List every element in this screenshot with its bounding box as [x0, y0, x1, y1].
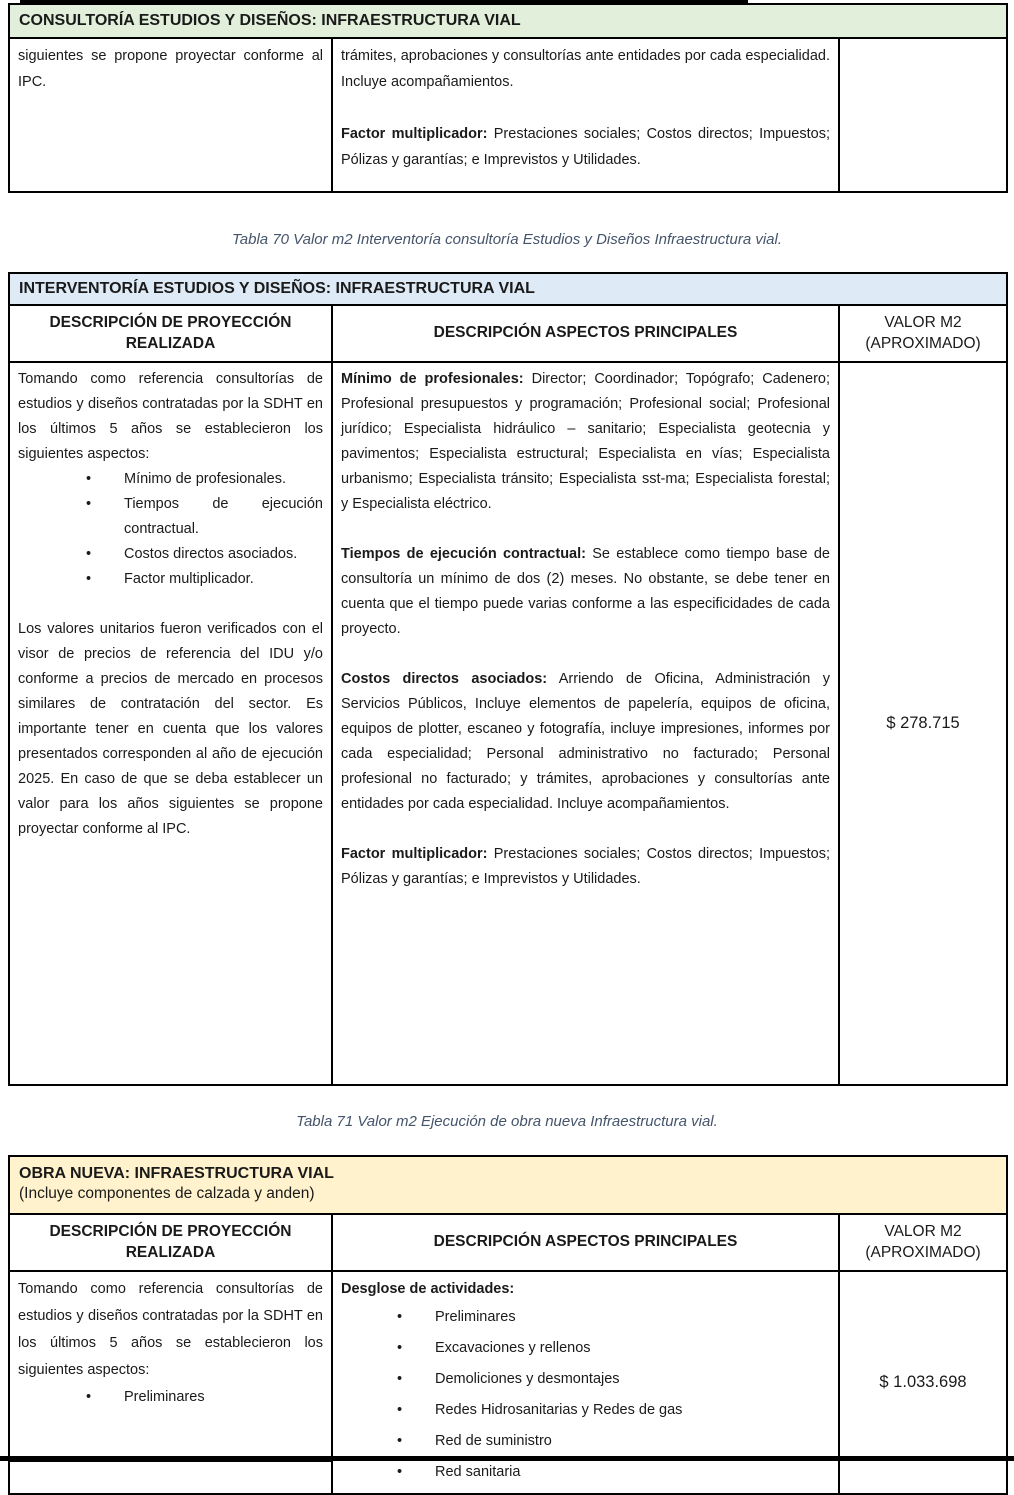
table3-title-cell	[9, 1156, 1007, 1214]
table2-valor-m2-value: $ 278.715	[839, 362, 1007, 1085]
minimo-profesionales-label: Mínimo de profesionales:	[341, 371, 524, 387]
table3-col1-bullet-list	[18, 1384, 323, 1411]
caption-tabla-70: Tabla 70 Valor m2 Interventoría consultoría Estudios y Diseños Infraestructura vial.	[232, 231, 782, 248]
table2-title-cell	[9, 273, 1007, 305]
table2-header-descripcion-proyeccion: DESCRIPCIÓN DE PROYECCIÓN REALIZADA	[9, 305, 332, 362]
list-item: • Demoliciones y desmontajes	[389, 1365, 830, 1394]
table1-col2-paragraph1: trámites, aprobaciones y consultorías ante entidades por cada especialidad. Incluye acompañamientos.	[341, 48, 830, 90]
factor-multiplicador-label: Factor multiplicador:	[341, 846, 488, 862]
tiempos-ejecucion-label: Tiempos de ejecución contractual:	[341, 546, 586, 562]
table-header-row	[9, 305, 1007, 362]
list-item: • Costos directos asociados.	[80, 542, 323, 567]
factor-multiplicador-label: Factor multiplicador:	[341, 126, 488, 142]
table2-col2-paragraph-factor	[341, 842, 830, 892]
table-row	[9, 4, 1007, 38]
list-item: • Tiempos de ejecución contractual.	[80, 492, 323, 542]
list-item: • Excavaciones y rellenos	[389, 1334, 830, 1363]
table1-col1-paragraph: siguientes se propone proyectar conforme al IPC.	[18, 48, 323, 90]
factor-multiplicador-text: Prestaciones sociales; Costos directos; Impuestos; Pólizas y garantías; e Imprevistos y Utilidades.	[341, 126, 830, 168]
tiempos-ejecucion-text: Se establece como tiempo base de consultoría un mínimo de dos (2) meses. No obstante, se debe tener en cuenta que el tiempo puede varias conforme a las especificidades de cada proyecto.	[341, 546, 830, 637]
list-item: • Preliminares	[389, 1303, 830, 1332]
costos-directos-label: Costos directos asociados:	[341, 671, 548, 687]
list-item: • Red de suministro	[389, 1427, 830, 1456]
table-row	[9, 273, 1007, 305]
table1-col2-paragraph2	[341, 121, 830, 173]
table-header-row	[9, 1214, 1007, 1271]
table3-title-line2: (Incluye componentes de calzada y anden)	[19, 1185, 315, 1202]
table-row	[9, 362, 1007, 1085]
costos-directos-text: Arriendo de Oficina, Administración y Servicios Públicos, Incluye elementos de papelería, equipos de oficina, equipos de plotter, escaneo y fotografía, incluye impresiones, informes por cada especialidad; Personal administrativo no facturado; Personal profesional no facturado; y trámites, aprobaciones y consultorías ante entidades por cada especialidad. Incluye acompañamientos.	[341, 671, 831, 812]
list-item: • Redes Hidrosanitarias y Redes de gas	[389, 1396, 830, 1425]
minimo-profesionales-text: Director; Coordinador; Topógrafo; Cadenero; Profesional presupuestos y programación; Profesional social; Profesional jurídico; Especialista hidráulico – sanitario; Especialista geotecnia y pavimentos; Especialista estructural; Especialista en vías; Especialista urbanismo; Especialista tránsito; Especialista sst-ma; Especialista forestal; y Especialista eléctrico.	[341, 371, 830, 512]
table3-valor-m2-value: $ 1.033.698	[839, 1271, 1007, 1494]
table2-col1-cell	[9, 362, 332, 1085]
table3-col1-intro: Tomando como referencia consultorías de estudios y diseños contratadas por la SDHT en los últimos 5 años se establecieron los siguientes aspectos:	[18, 1281, 323, 1378]
table-row	[9, 1156, 1007, 1214]
list-item: • Mínimo de profesionales.	[80, 467, 323, 492]
table3-title-line1: OBRA NUEVA: INFRAESTRUCTURA VIAL	[19, 1165, 334, 1182]
table2-header-valor-m2: VALOR M2 (APROXIMADO)	[839, 305, 1007, 362]
table3-col1-empty-cell	[9, 1461, 332, 1494]
table3-col1-cell	[9, 1271, 332, 1461]
list-item: • Preliminares	[80, 1384, 323, 1411]
table3-header-valor-m2: VALOR M2 (APROXIMADO)	[839, 1214, 1007, 1271]
table2-col2-paragraph-costos	[341, 667, 830, 817]
list-item: • Factor multiplicador.	[80, 567, 323, 592]
caption-tabla-71: Tabla 71 Valor m2 Ejecución de obra nueva Infraestructura vial.	[296, 1113, 718, 1130]
table1-valor-m2-cell	[839, 38, 1007, 192]
table-consultoria-estudios-disenos	[8, 3, 1008, 193]
list-item: • Red sanitaria	[389, 1458, 830, 1487]
table1-col1-cell	[9, 38, 332, 192]
table3-header-descripcion-proyeccion: DESCRIPCIÓN DE PROYECCIÓN REALIZADA	[9, 1214, 332, 1271]
factor-multiplicador-text: Prestaciones sociales; Costos directos; Impuestos; Pólizas y garantías; e Imprevistos y Utilidades.	[341, 846, 830, 887]
table2-col1-bullet-list	[18, 467, 323, 592]
page-cut-border-bottom	[0, 1456, 1014, 1461]
table3-header-aspectos-principales: DESCRIPCIÓN ASPECTOS PRINCIPALES	[332, 1214, 839, 1271]
table2-col1-intro: Tomando como referencia consultorías de estudios y diseños contratadas por la SDHT en los últimos 5 años se establecieron los siguientes aspectos:	[18, 371, 323, 462]
table1-col2-cell	[332, 38, 839, 192]
table1-title-cell	[9, 4, 1007, 38]
table-obra-nueva	[8, 1155, 1008, 1495]
table-row	[9, 38, 1007, 192]
table2-col1-outro: Los valores unitarios fueron verificados con el visor de precios de referencia del IDU y/o conforme a precios de mercado en procesos similares de contratación del sector. Es importante tener en cuenta que los valores presentados corresponden al año de ejecución 2025. En caso de que se deba establecer un valor para los años siguientes se propone proyectar conforme al IPC.	[18, 621, 323, 837]
table2-col2-cell	[332, 362, 839, 1085]
table1-title: CONSULTORÍA ESTUDIOS Y DISEÑOS: INFRAESTRUCTURA VIAL	[19, 12, 521, 29]
table2-title: INTERVENTORÍA ESTUDIOS Y DISEÑOS: INFRAESTRUCTURA VIAL	[19, 280, 535, 297]
table2-header-aspectos-principales: DESCRIPCIÓN ASPECTOS PRINCIPALES	[332, 305, 839, 362]
desglose-actividades-label: Desglose de actividades:	[341, 1281, 515, 1297]
table2-col2-paragraph-minimo	[341, 367, 830, 517]
table-interventoria-estudios-disenos	[8, 272, 1008, 1086]
table-row	[9, 1271, 1007, 1461]
table2-col2-paragraph-tiempos	[341, 542, 830, 642]
